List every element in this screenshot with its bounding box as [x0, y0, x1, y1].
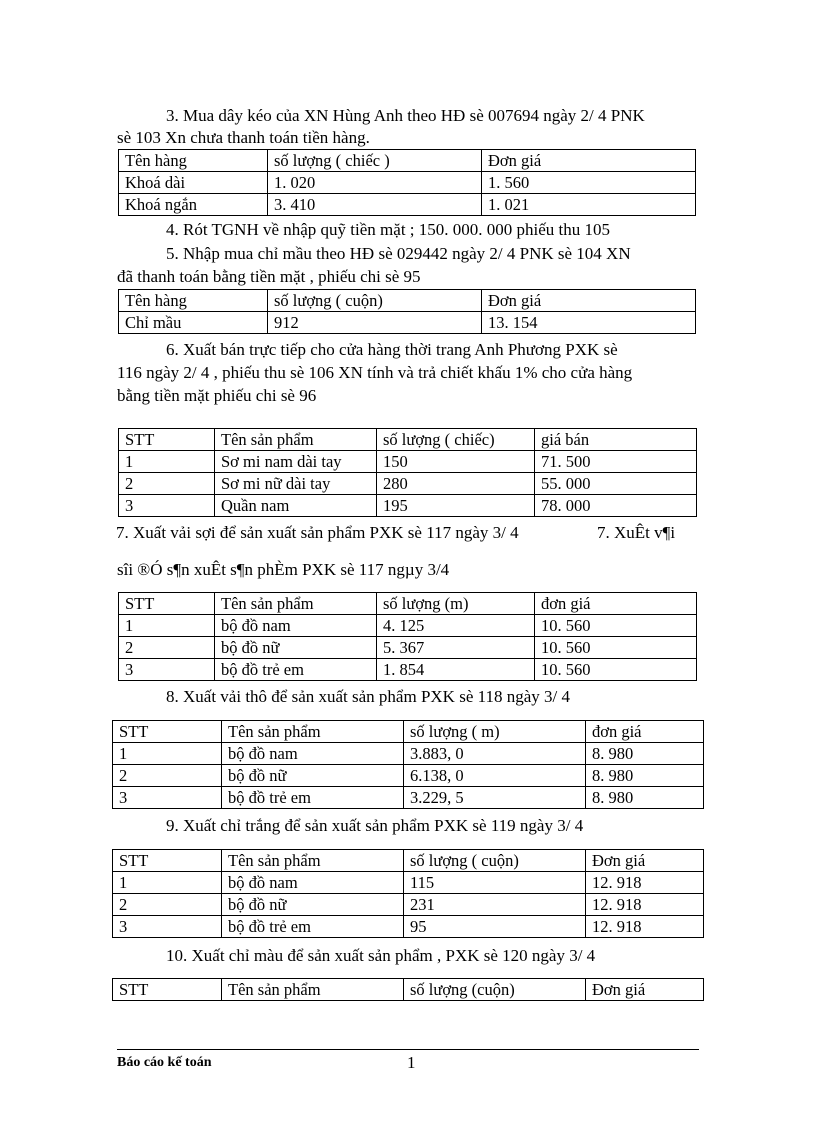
- header-cell: Đơn giá: [586, 979, 704, 1001]
- header-cell: số lượng ( chiếc): [377, 429, 535, 451]
- page-number: 1: [407, 1053, 416, 1072]
- table-cell: 195: [377, 495, 535, 517]
- header-cell: số lượng ( m): [404, 721, 586, 743]
- table-header-row: [119, 290, 696, 312]
- table-row: [119, 312, 696, 334]
- table-row: [113, 894, 704, 916]
- paragraph-3-line-1: 3. Mua dây kéo của XN Hùng Anh theo HĐ sè 007694 ngày 2/ 4 PNK: [166, 106, 645, 125]
- table-cell: 2: [119, 637, 215, 659]
- table-row: [113, 743, 704, 765]
- table-cell: 95: [404, 916, 586, 938]
- paragraph-6-line-1: 6. Xuất bán trực tiếp cho cửa hàng thời trang Anh Phương PXK sè: [166, 340, 618, 359]
- table-cell: 55. 000: [535, 473, 697, 495]
- table-row: [113, 916, 704, 938]
- table-row: [119, 615, 697, 637]
- table-cell: 1. 021: [482, 194, 696, 216]
- header-cell: STT: [113, 721, 222, 743]
- paragraph-3-line-2: sè 103 Xn chưa thanh toán tiền hàng.: [117, 128, 370, 147]
- header-cell: số lượng ( cuộn): [404, 850, 586, 872]
- table-row: [119, 495, 697, 517]
- table-cell: 10. 560: [535, 615, 697, 637]
- table-white-thread-issue: [112, 849, 704, 938]
- header-cell: STT: [119, 429, 215, 451]
- table-yarn-fabric-issue: [118, 592, 697, 681]
- table-cell: 4. 125: [377, 615, 535, 637]
- header-cell: Tên sản phẩm: [222, 979, 404, 1001]
- table-row: [119, 637, 697, 659]
- table-cell: 2: [113, 765, 222, 787]
- paragraph-4: 4. Rót TGNH về nhập quỹ tiền mặt ; 150. 000. 000 phiếu thu 105: [166, 220, 611, 239]
- paragraph-5-line-1: 5. Nhập mua chỉ mầu theo HĐ sè 029442 ngày 2/ 4 PNK sè 104 XN: [166, 244, 631, 263]
- header-cell: Tên sản phẩm: [215, 429, 377, 451]
- header-cell: Tên sản phẩm: [222, 721, 404, 743]
- table-cell: 3: [113, 787, 222, 809]
- table-cell: 6.138, 0: [404, 765, 586, 787]
- table-header-row: [113, 850, 704, 872]
- table-cell: bộ đồ nam: [222, 872, 404, 894]
- table-cell: bộ đồ nam: [222, 743, 404, 765]
- table-cell: bộ đồ nữ: [215, 637, 377, 659]
- table-cell: 280: [377, 473, 535, 495]
- table-cell: 1. 020: [268, 172, 482, 194]
- table-cell: 3. 410: [268, 194, 482, 216]
- table-header-row: [119, 593, 697, 615]
- table-row: [119, 194, 696, 216]
- table-cell: 1: [119, 451, 215, 473]
- table-cell: 78. 000: [535, 495, 697, 517]
- table-cell: 3: [113, 916, 222, 938]
- table-cell: 150: [377, 451, 535, 473]
- table-cell: 3: [119, 495, 215, 517]
- table-cell: 912: [268, 312, 482, 334]
- table-cell: 1. 560: [482, 172, 696, 194]
- table-cell: 13. 154: [482, 312, 696, 334]
- header-cell: Đơn giá: [482, 150, 696, 172]
- table-cell: bộ đồ trẻ em: [215, 659, 377, 681]
- paragraph-6-line-3: bằng tiền mặt phiếu chi sè 96: [117, 386, 317, 405]
- table-cell: 1: [113, 743, 222, 765]
- table-cell: Khoá dài: [119, 172, 268, 194]
- table-cell: 231: [404, 894, 586, 916]
- table-thread-purchase: [118, 289, 696, 334]
- header-cell: số lượng (cuộn): [404, 979, 586, 1001]
- table-cell: 3.883, 0: [404, 743, 586, 765]
- table-cell: 3: [119, 659, 215, 681]
- table-header-row: [113, 979, 704, 1001]
- table-cell: 1: [113, 872, 222, 894]
- table-cell: Khoá ngắn: [119, 194, 268, 216]
- table-cell: bộ đồ nữ: [222, 894, 404, 916]
- table-cell: 2: [119, 473, 215, 495]
- table-cell: 3.229, 5: [404, 787, 586, 809]
- table-header-row: [119, 429, 697, 451]
- table-cell: 8. 980: [586, 787, 704, 809]
- table-row: [119, 659, 697, 681]
- table-cell: 71. 500: [535, 451, 697, 473]
- table-cell: bộ đồ nam: [215, 615, 377, 637]
- table-cell: Quần nam: [215, 495, 377, 517]
- table-cell: 5. 367: [377, 637, 535, 659]
- table-header-row: [119, 150, 696, 172]
- table-cell: 115: [404, 872, 586, 894]
- paragraph-10: 10. Xuất chỉ màu để sản xuất sản phẩm , PXK sè 120 ngày 3/ 4: [166, 946, 596, 965]
- header-cell: Đơn giá: [586, 850, 704, 872]
- header-cell: STT: [113, 850, 222, 872]
- header-cell: đơn giá: [535, 593, 697, 615]
- table-cell: Sơ mi nam dài tay: [215, 451, 377, 473]
- table-cell: bộ đồ trẻ em: [222, 787, 404, 809]
- header-cell: số lượng ( cuộn): [268, 290, 482, 312]
- table-row: [119, 451, 697, 473]
- table-row: [113, 765, 704, 787]
- table-direct-sales: [118, 428, 697, 517]
- paragraph-7-line-1b: 7. XuÊt v¶i: [597, 523, 676, 542]
- table-row: [113, 787, 704, 809]
- table-cell: 1: [119, 615, 215, 637]
- header-cell: Tên sản phẩm: [215, 593, 377, 615]
- paragraph-8: 8. Xuất vải thô để sản xuất sản phẩm PXK sè 118 ngày 3/ 4: [166, 687, 570, 706]
- table-row: [119, 473, 697, 495]
- table-cell: 12. 918: [586, 894, 704, 916]
- header-cell: Đơn giá: [482, 290, 696, 312]
- header-cell: Tên sản phẩm: [222, 850, 404, 872]
- table-cell: bộ đồ trẻ em: [222, 916, 404, 938]
- header-cell: Tên hàng: [119, 150, 268, 172]
- table-cell: 12. 918: [586, 916, 704, 938]
- table-row: [119, 172, 696, 194]
- table-cell: 2: [113, 894, 222, 916]
- paragraph-9: 9. Xuất chỉ trắng để sản xuất sản phẩm PXK sè 119 ngày 3/ 4: [166, 816, 584, 835]
- table-row: [113, 872, 704, 894]
- header-cell: STT: [113, 979, 222, 1001]
- table-cell: 12. 918: [586, 872, 704, 894]
- table-raw-fabric-issue: [112, 720, 704, 809]
- table-cell: Sơ mi nữ dài tay: [215, 473, 377, 495]
- table-zipper-purchase: [118, 149, 696, 216]
- table-cell: 10. 560: [535, 637, 697, 659]
- header-cell: số lượng (m): [377, 593, 535, 615]
- header-cell: đơn giá: [586, 721, 704, 743]
- table-colored-thread-issue: [112, 978, 704, 1001]
- paragraph-7-line-1a: 7. Xuất vải sợi để sản xuất sản phẩm PXK sè 117 ngày 3/ 4: [116, 523, 519, 542]
- table-cell: 1. 854: [377, 659, 535, 681]
- header-cell: STT: [119, 593, 215, 615]
- header-cell: giá bán: [535, 429, 697, 451]
- paragraph-7-line-2: sîi ®Ó s¶n xuÊt s¶n phÈm PXK sè 117 ngµy 3/4: [117, 560, 450, 579]
- table-cell: 8. 980: [586, 765, 704, 787]
- table-cell: 8. 980: [586, 743, 704, 765]
- table-cell: 10. 560: [535, 659, 697, 681]
- footer-report-title: Báo cáo kế toán: [117, 1055, 212, 1070]
- table-cell: Chỉ mầu: [119, 312, 268, 334]
- footer-divider: [117, 1049, 699, 1050]
- paragraph-6-line-2: 116 ngày 2/ 4 , phiếu thu sè 106 XN tính và trả chiết khấu 1% cho cửa hàng: [117, 363, 633, 382]
- header-cell: Tên hàng: [119, 290, 268, 312]
- paragraph-5-line-2: đã thanh toán bằng tiền mặt , phiếu chi sè 95: [117, 267, 421, 286]
- table-header-row: [113, 721, 704, 743]
- table-cell: bộ đồ nữ: [222, 765, 404, 787]
- header-cell: số lượng ( chiếc ): [268, 150, 482, 172]
